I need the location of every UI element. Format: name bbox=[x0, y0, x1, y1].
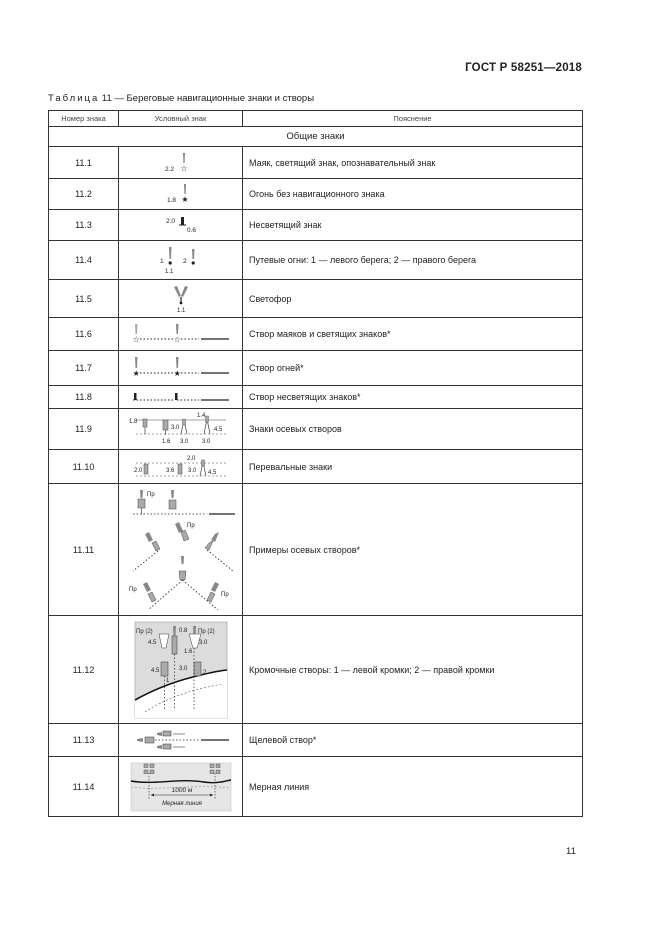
row-explanation: Путевые огни: 1 — левого берега; 2 — правого берега bbox=[243, 241, 583, 280]
row-number: 11.11 bbox=[49, 484, 119, 616]
table-row bbox=[49, 409, 583, 450]
signs-table bbox=[48, 110, 583, 817]
light-symbol bbox=[151, 182, 211, 206]
svg-text:1.6: 1.6 bbox=[161, 439, 170, 445]
col-header-symbol: Условный знак bbox=[119, 111, 243, 127]
svg-text:Пр: Пр bbox=[146, 491, 155, 498]
row-explanation: Знаки осевых створов bbox=[243, 409, 583, 450]
svg-text:3.0: 3.0 bbox=[178, 665, 187, 672]
table-caption bbox=[48, 93, 314, 104]
row-number: 11.2 bbox=[49, 179, 119, 210]
symbol-cell bbox=[119, 409, 243, 450]
section-title: Общие знаки bbox=[49, 127, 583, 147]
svg-text:4.5: 4.5 bbox=[207, 469, 216, 476]
row-explanation: Мерная линия bbox=[243, 757, 583, 817]
lighthouse-symbol bbox=[151, 150, 211, 176]
page-number: 11 bbox=[566, 846, 576, 857]
table-row bbox=[49, 616, 583, 724]
row-explanation: Перевальные знаки bbox=[243, 450, 583, 484]
symbol-cell bbox=[119, 450, 243, 484]
svg-text:☆: ☆ bbox=[132, 335, 140, 344]
svg-text:4.5: 4.5 bbox=[213, 427, 222, 433]
row-explanation: Маяк, светящий знак, опознавательный знак bbox=[243, 147, 583, 179]
symbol-cell bbox=[119, 351, 243, 386]
crossing-signs-symbol bbox=[126, 452, 236, 482]
lighthouse-range-symbol bbox=[129, 321, 233, 347]
slot-range-symbol bbox=[129, 726, 233, 754]
svg-text:1: 1 bbox=[165, 677, 169, 684]
symbol-cell bbox=[119, 757, 243, 817]
table-row bbox=[49, 210, 583, 241]
symbol-cell bbox=[119, 280, 243, 318]
svg-text:1.4: 1.4 bbox=[196, 413, 205, 419]
table-header-row bbox=[49, 111, 583, 127]
row-explanation: Створ маяков и светящих знаков* bbox=[243, 318, 583, 351]
svg-text:Пр: Пр bbox=[220, 591, 229, 598]
svg-text:2.0: 2.0 bbox=[186, 455, 195, 462]
row-number: 11.10 bbox=[49, 450, 119, 484]
svg-text:★: ★ bbox=[132, 369, 140, 378]
col-header-number: Номер знака bbox=[49, 111, 119, 127]
svg-text:2.0: 2.0 bbox=[133, 467, 142, 474]
svg-text:2: 2 bbox=[182, 258, 187, 265]
symbol-cell bbox=[119, 179, 243, 210]
svg-text:1.8: 1.8 bbox=[128, 419, 137, 425]
symbol-cell bbox=[119, 386, 243, 409]
table-row bbox=[49, 147, 583, 179]
row-explanation: Створ несветящих знаков* bbox=[243, 386, 583, 409]
row-explanation: Светофор bbox=[243, 280, 583, 318]
svg-text:Пр (2): Пр (2) bbox=[197, 628, 215, 635]
row-number: 11.8 bbox=[49, 386, 119, 409]
table-row bbox=[49, 450, 583, 484]
row-number: 11.14 bbox=[49, 757, 119, 817]
svg-text:☆: ☆ bbox=[173, 335, 181, 344]
axial-range-examples-symbol bbox=[123, 486, 239, 614]
table-row bbox=[49, 757, 583, 817]
table-row bbox=[49, 241, 583, 280]
caption-label: Таблица bbox=[48, 93, 100, 104]
symbol-cell bbox=[119, 484, 243, 616]
svg-text:0.8: 0.8 bbox=[178, 627, 187, 634]
table-row bbox=[49, 386, 583, 409]
svg-text:2.2: 2.2 bbox=[164, 165, 174, 173]
traffic-light-symbol bbox=[151, 284, 211, 314]
row-number: 11.7 bbox=[49, 351, 119, 386]
symbol-cell bbox=[119, 147, 243, 179]
svg-text:0.6: 0.6 bbox=[186, 227, 196, 234]
unlit-sign-symbol bbox=[151, 213, 211, 237]
table-row bbox=[49, 318, 583, 351]
svg-text:Пр (2): Пр (2) bbox=[135, 628, 153, 635]
symbol-cell bbox=[119, 724, 243, 757]
svg-text:3.6: 3.6 bbox=[165, 467, 174, 474]
symbol-cell bbox=[119, 210, 243, 241]
svg-text:3.0: 3.0 bbox=[198, 639, 207, 646]
table-row bbox=[49, 179, 583, 210]
document-code: ГОСТ Р 58251—2018 bbox=[465, 62, 582, 74]
row-explanation: Примеры осевых створов* bbox=[243, 484, 583, 616]
svg-text:2.0: 2.0 bbox=[165, 218, 175, 225]
col-header-explanation: Пояснение bbox=[243, 111, 583, 127]
table-row bbox=[49, 351, 583, 386]
row-number: 11.5 bbox=[49, 280, 119, 318]
axial-range-signs-symbol bbox=[126, 411, 236, 447]
row-number: 11.6 bbox=[49, 318, 119, 351]
row-number: 11.4 bbox=[49, 241, 119, 280]
svg-text:Пр: Пр bbox=[128, 586, 137, 593]
svg-text:☆: ☆ bbox=[179, 163, 188, 173]
table-row bbox=[49, 484, 583, 616]
svg-text:1: 1 bbox=[159, 258, 164, 265]
row-explanation: Щелевой створ* bbox=[243, 724, 583, 757]
row-explanation: Несветящий знак bbox=[243, 210, 583, 241]
row-number: 11.12 bbox=[49, 616, 119, 724]
svg-text:2: 2 bbox=[202, 669, 206, 676]
row-number: 11.3 bbox=[49, 210, 119, 241]
svg-text:★: ★ bbox=[173, 369, 181, 378]
svg-text:Пр: Пр bbox=[186, 522, 195, 529]
edge-ranges-symbol bbox=[133, 620, 229, 720]
svg-text:★: ★ bbox=[180, 195, 189, 204]
svg-text:1.6: 1.6 bbox=[183, 648, 192, 655]
symbol-cell bbox=[119, 616, 243, 724]
svg-text:3.0: 3.0 bbox=[187, 467, 196, 474]
svg-text:1.1: 1.1 bbox=[164, 269, 173, 275]
svg-text:3.0: 3.0 bbox=[179, 439, 188, 445]
unlit-range-symbol bbox=[129, 389, 233, 405]
symbol-cell bbox=[119, 318, 243, 351]
svg-text:1.8: 1.8 bbox=[166, 197, 176, 204]
caption-title: Береговые навигационные знаки и створы bbox=[126, 93, 315, 104]
svg-text:1000 м: 1000 м bbox=[171, 786, 192, 794]
row-explanation: Огонь без навигационного знака bbox=[243, 179, 583, 210]
svg-text:3.0: 3.0 bbox=[201, 439, 210, 445]
row-explanation: Створ огней* bbox=[243, 351, 583, 386]
caption-number: 11 bbox=[101, 93, 112, 104]
symbol-cell bbox=[119, 241, 243, 280]
row-number: 11.9 bbox=[49, 409, 119, 450]
table-row bbox=[49, 280, 583, 318]
table-row bbox=[49, 724, 583, 757]
section-row bbox=[49, 127, 583, 147]
svg-text:3.0: 3.0 bbox=[170, 425, 179, 431]
path-lights-symbol bbox=[151, 244, 211, 276]
svg-text:Мерная линия: Мерная линия bbox=[161, 800, 202, 807]
measured-line-symbol bbox=[129, 761, 233, 813]
lights-range-symbol bbox=[129, 354, 233, 382]
row-number: 11.1 bbox=[49, 147, 119, 179]
svg-text:4.5: 4.5 bbox=[150, 667, 159, 674]
caption-dash: — bbox=[114, 93, 124, 104]
row-explanation: Кромочные створы: 1 — левой кромки; 2 — правой кромки bbox=[243, 616, 583, 724]
svg-text:4.5: 4.5 bbox=[147, 639, 156, 646]
row-number: 11.13 bbox=[49, 724, 119, 757]
svg-text:1.1: 1.1 bbox=[176, 307, 185, 314]
